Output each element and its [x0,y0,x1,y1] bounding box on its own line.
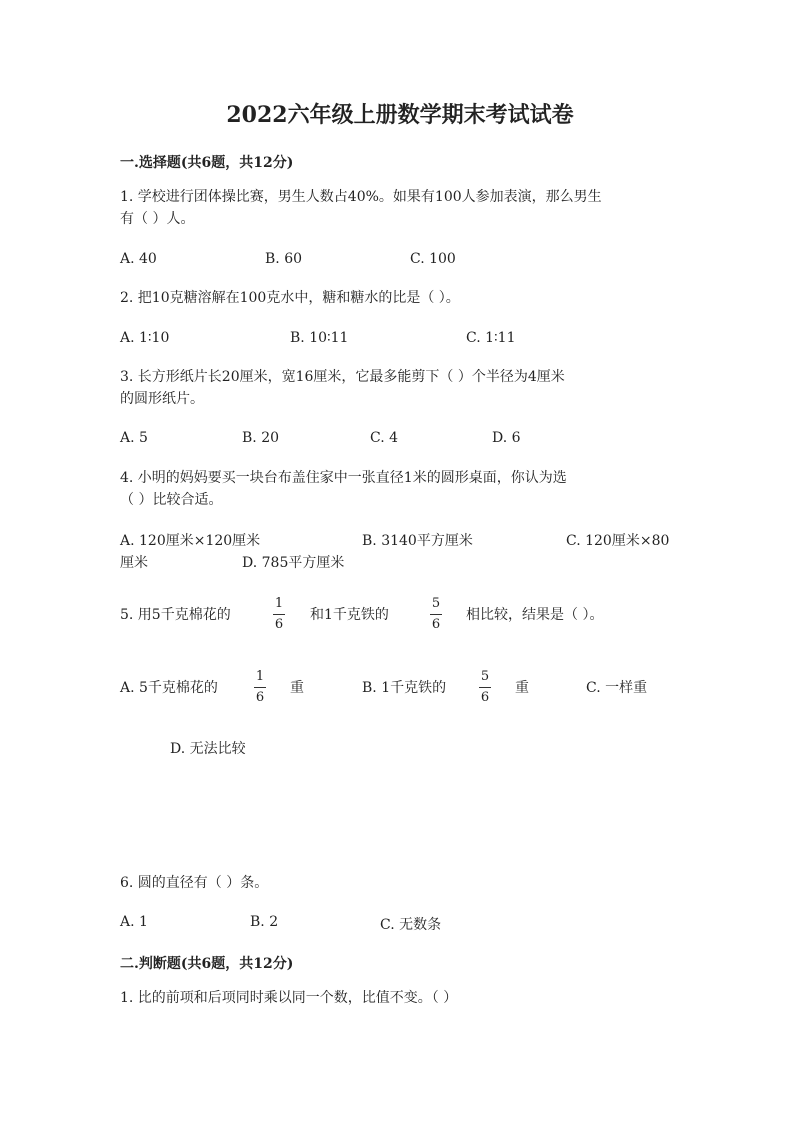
fraction-bar [430,614,442,615]
question-6-option-b: B. 2 [250,914,279,930]
fraction-denominator: 6 [480,690,490,705]
fraction-bar [479,687,491,688]
question-2-option-a: A. 1∶10 [120,330,170,346]
question-3-option-d: D. 6 [492,430,521,446]
fraction-bar [273,614,285,615]
question-5-text-part3: 相比较，结果是（ ）。 [466,607,604,623]
question-1-text-cont: 有（ ）人。 [120,211,195,227]
question-5-option-a-suffix: 重 [290,680,304,696]
question-1-option-a: A. 40 [120,251,157,267]
question-3-text: 3. 长方形纸片长20厘米，宽16厘米，它最多能剪下（ ）个半径为4厘米 [120,369,565,385]
question-5-option-a: A. 5千克棉花的 [120,680,218,696]
question-4-option-b: B. 3140平方厘米 [362,533,473,549]
question-5-text-part1: 5. 用5千克棉花的 [120,607,231,623]
question-2-option-b: B. 10∶11 [290,330,349,346]
question-5-option-b-suffix: 重 [515,680,529,696]
question-1-option-c: C. 100 [410,251,456,267]
question-6-option-a: A. 1 [120,914,148,930]
question-2-option-c: C. 1∶11 [466,330,516,346]
section-heading-true-false: 二.判断题(共6题，共12分) [120,956,294,972]
question-5-option-b: B. 1千克铁的 [362,680,447,696]
question-3-text-cont: 的圆形纸片。 [120,391,204,407]
fraction-denominator: 6 [255,690,265,705]
question-5-fraction-2 [430,596,442,633]
question-1-option-b: B. 60 [265,251,303,267]
fraction-denominator: 6 [274,617,284,632]
question-5-option-a-fraction [254,669,266,706]
question-4-option-a: A. 120厘米×120厘米 [120,533,261,549]
question-5-option-d: D. 无法比较 [170,741,246,757]
fraction-numerator: 1 [274,596,284,611]
fraction-bar [254,687,266,688]
question-1-text: 1. 学校进行团体操比赛，男生人数占40%。如果有100人参加表演，那么男生 [120,189,602,205]
question-4-option-d: D. 785平方厘米 [242,555,345,571]
question-2-text: 2. 把10克糖溶解在100克水中，糖和糖水的比是（ ）。 [120,290,460,306]
question-4-text-cont: （ ）比较合适。 [120,492,223,508]
fraction-denominator: 6 [431,617,441,632]
question-3-option-a: A. 5 [120,430,148,446]
section-heading-choice: 一.选择题(共6题，共12分) [120,155,294,171]
question-5-option-b-fraction [479,669,491,706]
question-3-option-c: C. 4 [370,430,399,446]
question-3-option-b: B. 20 [242,430,280,446]
question-4-option-c-cont: 厘米 [120,555,148,571]
question-4-text: 4. 小明的妈妈要买一块台布盖住家中一张直径1米的圆形桌面，你认为选 [120,470,567,486]
fraction-numerator: 5 [480,669,490,684]
true-false-1-text: 1. 比的前项和后项同时乘以同一个数，比值不变。（ ） [120,990,458,1006]
question-5-option-c: C. 一样重 [586,680,648,696]
page-title: 2022六年级上册数学期末考试试卷 [226,102,574,128]
question-4-option-c: C. 120厘米×80 [566,533,670,549]
fraction-numerator: 5 [431,596,441,611]
question-5-text-part2: 和1千克铁的 [310,607,389,623]
question-6-option-c: C. 无数条 [380,917,442,933]
fraction-numerator: 1 [255,669,265,684]
question-5-fraction-1 [273,596,285,633]
question-6-text: 6. 圆的直径有（ ）条。 [120,875,269,891]
